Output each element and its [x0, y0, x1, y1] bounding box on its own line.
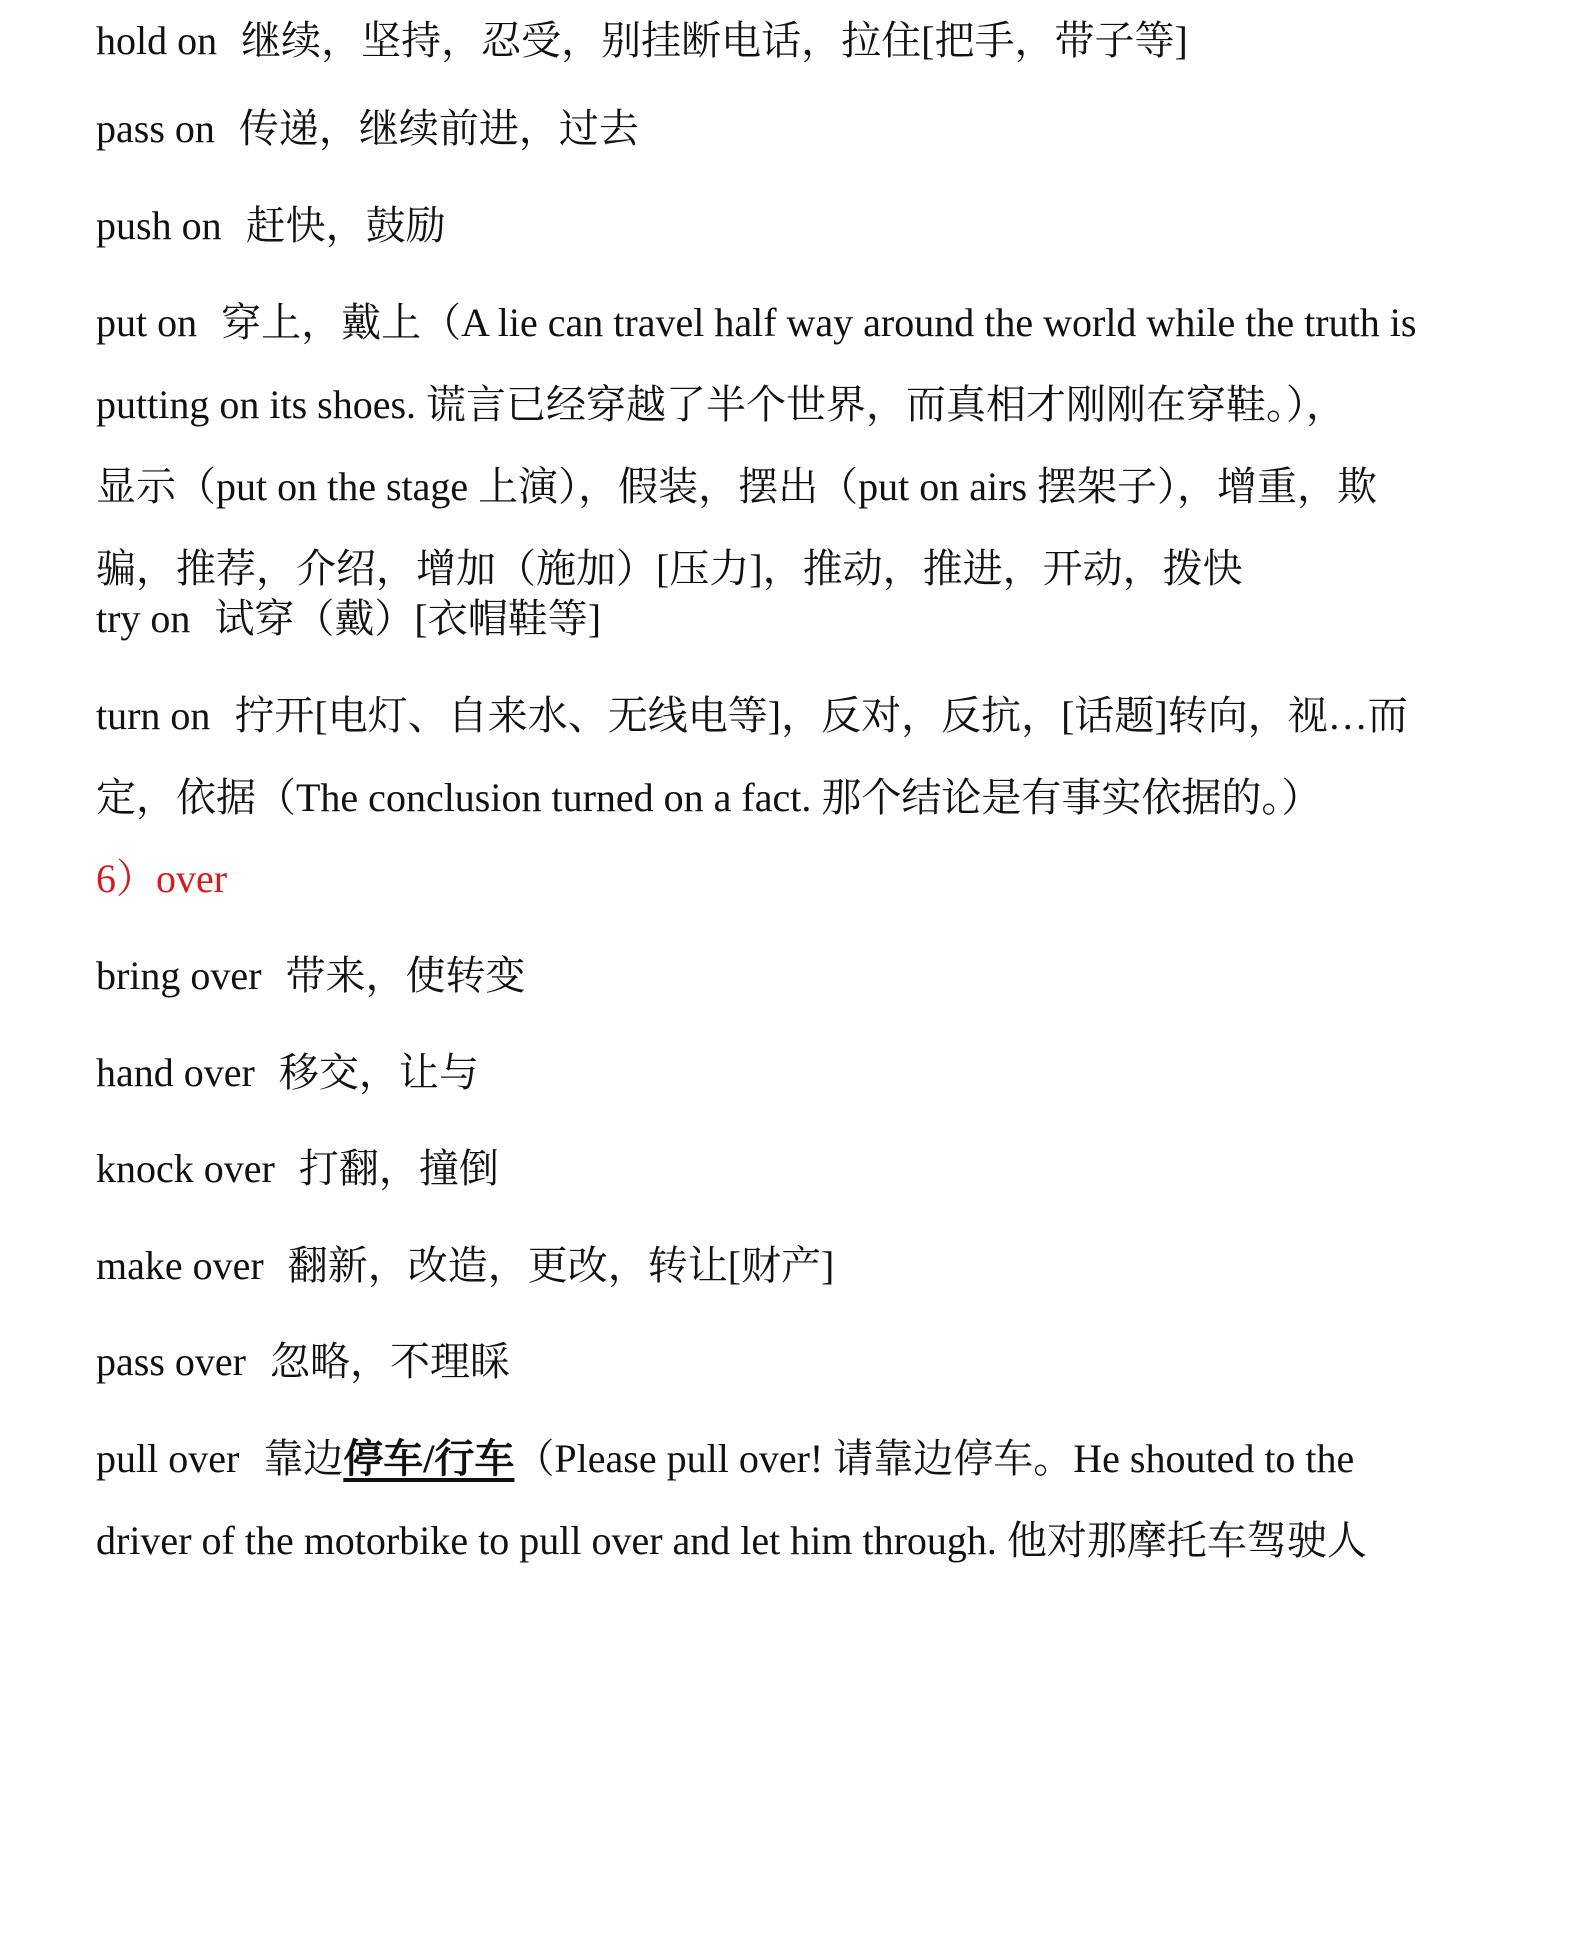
entry-definition: 打翻，撞倒 [298, 1146, 499, 1191]
entry-term: make over [96, 1243, 264, 1288]
entry-pass-over [96, 1321, 1496, 1403]
entry-definition-after: （Please pull over! 请靠边停车。He shouted to the [514, 1436, 1355, 1481]
entry-term: hand over [96, 1050, 255, 1095]
entry-hold-on [96, 0, 1496, 82]
entry-definition: 传递，继续前进，过去 [238, 106, 639, 151]
entry-line [96, 1225, 1496, 1307]
entry-line [96, 1321, 1496, 1403]
entry-definition: 继续，坚持，忍受，别挂断电话，拉住[把手，带子等] [241, 18, 1188, 63]
entry-line [96, 0, 1496, 82]
entry-line: driver of the motorbike to pull over and let him through. 他对那摩托车驾驶人 [96, 1518, 1367, 1563]
section-heading: 6）over [96, 856, 228, 901]
entry-line: putting on its shoes. 谎言已经穿越了半个世界，而真相才刚刚在穿鞋。）， [96, 382, 1347, 427]
entry-term: try on [96, 596, 191, 641]
entry-term: push on [96, 203, 222, 248]
entry-pull-over [96, 1418, 1496, 1582]
entry-line: 骗，推荐，介绍，增加（施加）[压力]，推动，推进，开动，拨快 [96, 546, 1243, 591]
entry-line [96, 1032, 1496, 1114]
entry-term: bring over [96, 953, 262, 998]
entry-term: turn on [96, 693, 211, 738]
entry-definition: 赶快，鼓励 [245, 203, 446, 248]
entry-push-on [96, 185, 1496, 267]
entry-term: put on [96, 300, 198, 345]
entry-term: pass on [96, 106, 215, 151]
entry-put-on [96, 282, 1496, 610]
entry-emphasis: 停车/行车 [343, 1436, 515, 1481]
entry-term: knock over [96, 1146, 275, 1191]
entry-line [96, 88, 1496, 170]
entry-definition: 翻新，改造，更改，转让[财产] [287, 1243, 835, 1288]
entry-try-on [96, 578, 1496, 660]
entry-term: hold on [96, 18, 218, 63]
entry-hand-over [96, 1032, 1496, 1114]
entry-term: pull over [96, 1436, 240, 1481]
entry-bring-over [96, 935, 1496, 1017]
entry-make-over [96, 1225, 1496, 1307]
entry-turn-on [96, 675, 1496, 839]
entry-line: 定，依据（The conclusion turned on a fact. 那个结论是有事实依据的。） [96, 775, 1322, 820]
entry-line [96, 185, 1496, 267]
entry-line [96, 675, 1496, 757]
entry-line [96, 1128, 1496, 1210]
entry-line [96, 1418, 1496, 1500]
entry-line [96, 282, 1496, 364]
entry-line: 显示（put on the stage 上演），假装，摆出（put on airs 摆架子），增重，欺 [96, 464, 1378, 509]
entry-knock-over [96, 1128, 1496, 1210]
entry-line [96, 935, 1496, 1017]
entry-definition: 试穿（戴）[衣帽鞋等] [214, 596, 602, 641]
entry-definition: 移交，让与 [278, 1050, 479, 1095]
entry-definition: 穿上，戴上（A lie can travel half way around the world while the truth is [221, 300, 1417, 345]
entry-line [96, 578, 1496, 660]
entry-pass-on [96, 88, 1496, 170]
entry-definition: 拧开[电灯、自来水、无线电等]，反对，反抗，[话题]转向，视…而 [234, 693, 1408, 738]
entry-definition-before: 靠边 [263, 1436, 344, 1481]
entry-definition: 带来，使转变 [285, 953, 526, 998]
entry-term: pass over [96, 1339, 246, 1384]
entry-definition: 忽略，不理睬 [269, 1339, 510, 1384]
